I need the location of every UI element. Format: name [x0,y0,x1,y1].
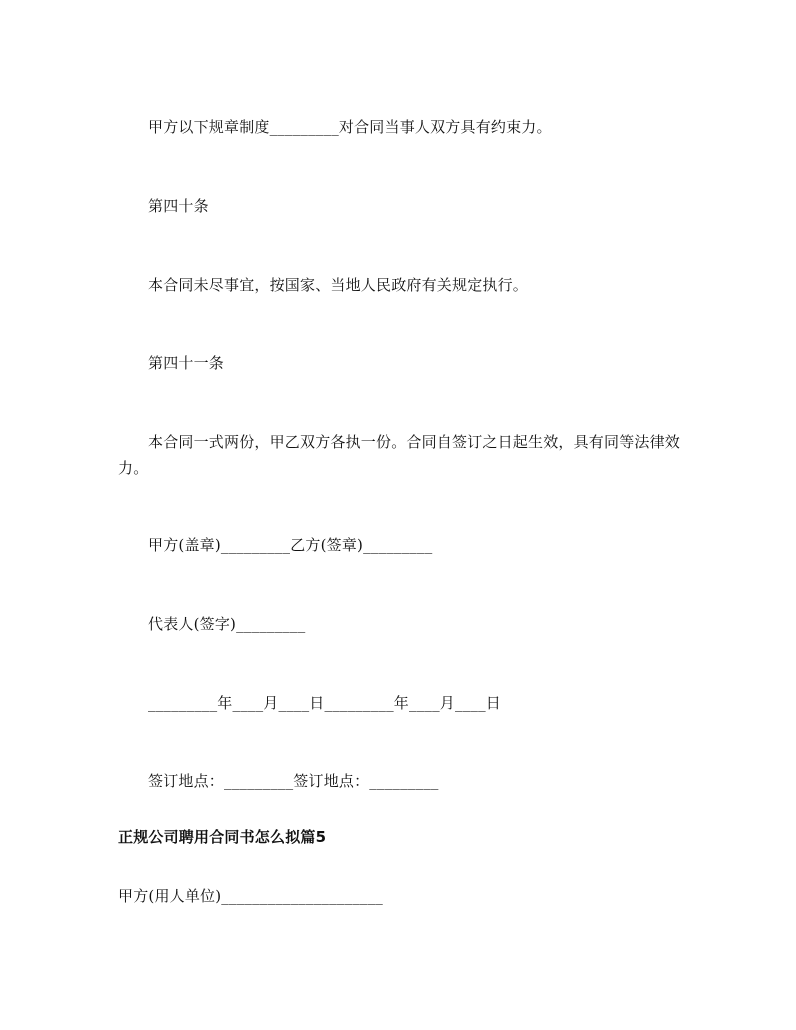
date-line: _________年____月____日_________年____月____日 [148,694,502,712]
representative-signature-line: 代表人(签字)_________ [148,615,306,633]
signing-location-line: 签订地点：_________签订地点：_________ [148,772,439,790]
party-a-line: 甲方(用人单位)_____________________ [118,887,384,905]
paragraph-rules-binding: 甲方以下规章制度_________对合同当事人双方具有约束力。 [148,118,552,136]
signature-seal-line: 甲方(盖章)_________乙方(签章)_________ [148,536,433,554]
paragraph-copies-effect: 本合同一式两份，甲乙双方各执一份。合同自签订之日起生效，具有同等法律效力。 [118,433,681,477]
article-41-heading: 第四十一条 [148,354,225,372]
paragraph-unfinished-matters: 本合同未尽事宜，按国家、当地人民政府有关规定执行。 [148,276,529,294]
section-heading: 正规公司聘用合同书怎么拟篇5 [118,828,327,846]
article-40-heading: 第四十条 [148,197,209,215]
